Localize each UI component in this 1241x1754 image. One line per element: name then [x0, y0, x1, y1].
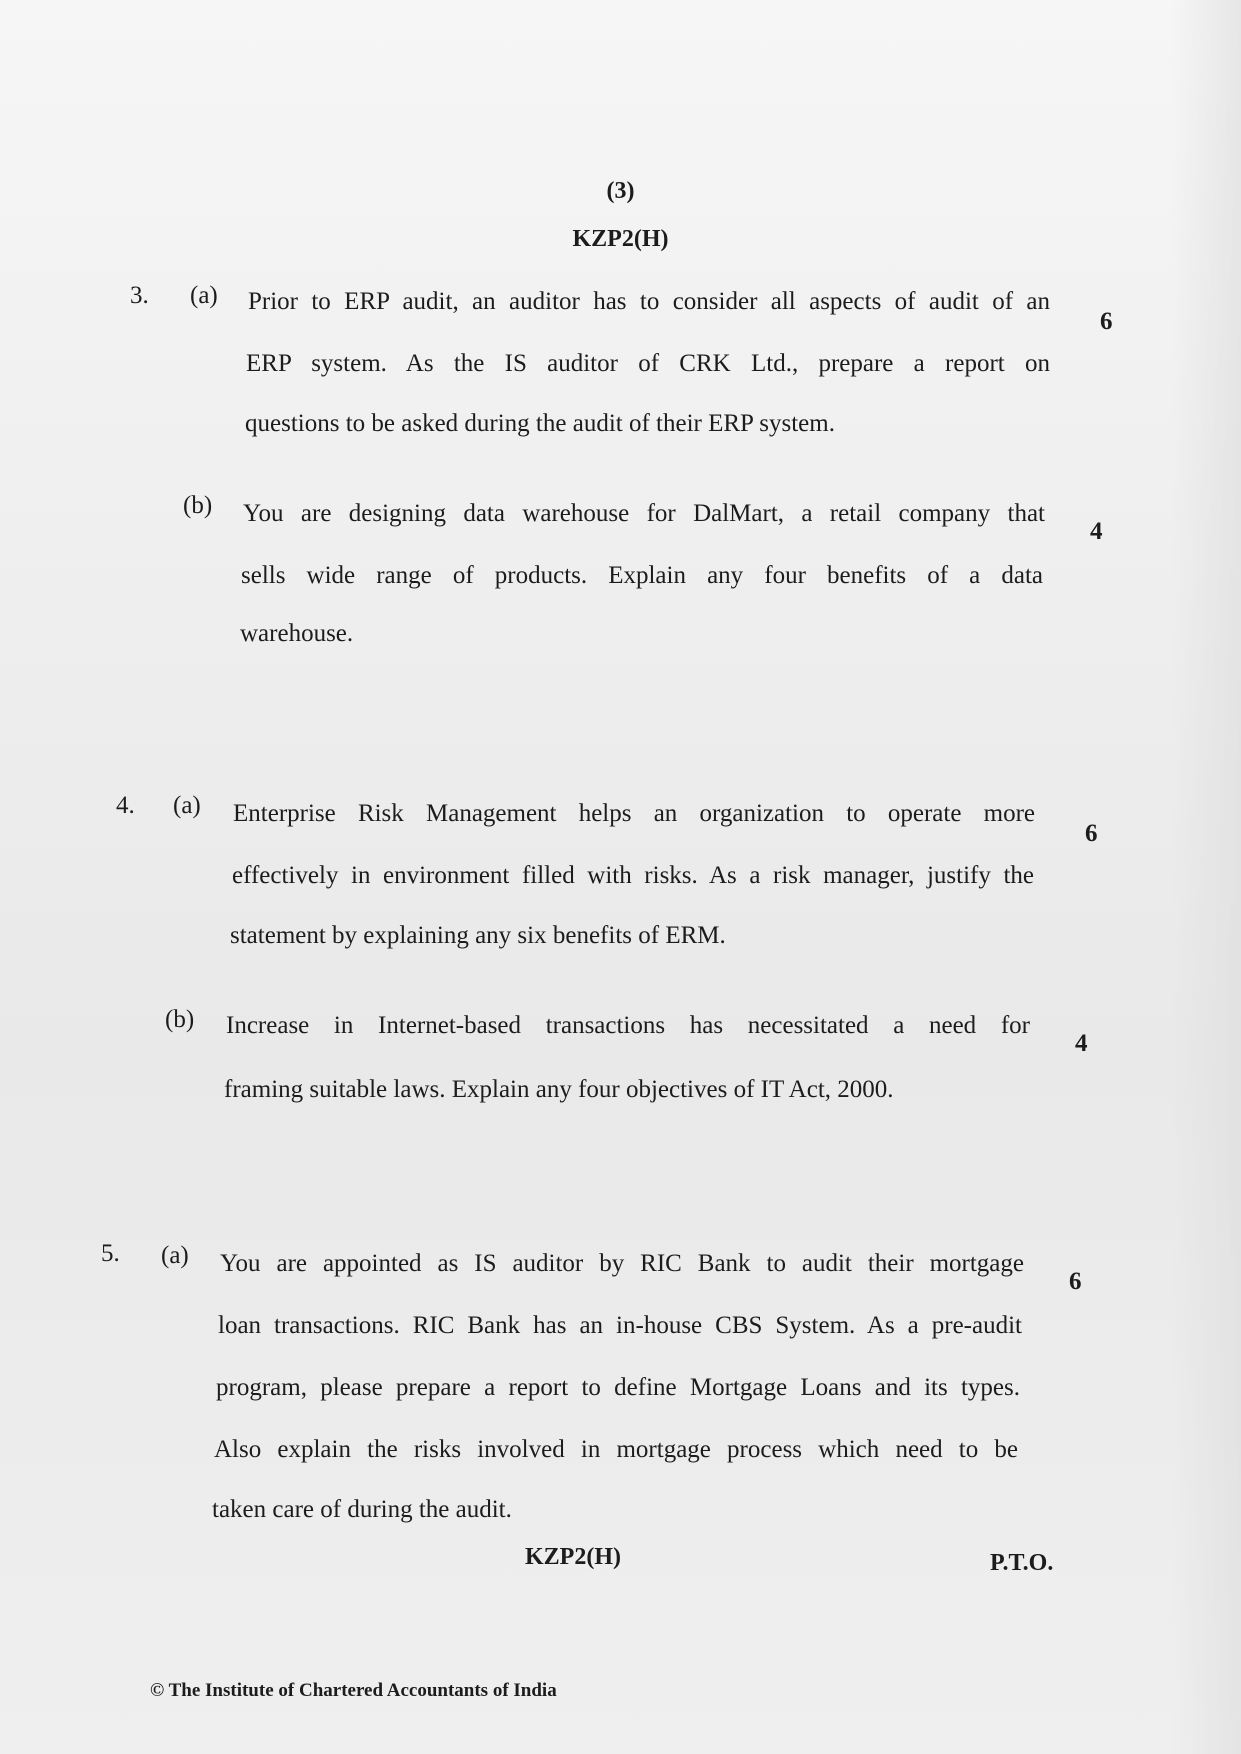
- paper-code-footer: KZP2(H): [525, 1544, 621, 1570]
- question-text-line: framing suitable laws. Explain any four objectives of IT Act, 2000.: [224, 1076, 894, 1103]
- question-number: 5.: [101, 1240, 120, 1267]
- part-label: (b): [165, 1006, 195, 1033]
- question-text-line: Enterprise Risk Management helps an organization to operate more: [233, 800, 1035, 827]
- copyright-notice: © The Institute of Chartered Accountants of India: [150, 1680, 557, 1701]
- marks: 6: [1100, 308, 1113, 335]
- question-text-line: taken care of during the audit.: [212, 1496, 512, 1523]
- part-label: (a): [173, 792, 201, 819]
- marks: 4: [1075, 1030, 1088, 1057]
- part-label: (a): [161, 1242, 189, 1269]
- question-text-line: sells wide range of products. Explain any four benefits of a data: [241, 562, 1043, 589]
- question-text-line: Also explain the risks involved in mortgage process which need to be: [214, 1436, 1018, 1463]
- marks: 6: [1069, 1268, 1082, 1295]
- question-text-line: warehouse.: [240, 620, 354, 647]
- question-number: 4.: [116, 792, 135, 819]
- marks: 4: [1090, 518, 1103, 545]
- question-text-line: ERP system. As the IS auditor of CRK Ltd., prepare a report on: [246, 350, 1050, 377]
- part-label: (a): [190, 282, 218, 309]
- page-number: (3): [606, 178, 635, 204]
- part-label: (b): [183, 492, 213, 519]
- question-text-line: loan transactions. RIC Bank has an in-house CBS System. As a pre-audit: [218, 1312, 1022, 1339]
- question-number: 3.: [130, 282, 149, 309]
- question-text-line: Increase in Internet-based transactions has necessitated a need for: [226, 1012, 1030, 1039]
- question-text-line: You are designing data warehouse for DalMart, a retail company that: [243, 500, 1045, 527]
- paper-code-header: KZP2(H): [572, 226, 669, 252]
- question-text-line: Prior to ERP audit, an auditor has to consider all aspects of audit of an: [248, 288, 1050, 315]
- question-text-line: program, please prepare a report to define Mortgage Loans and its types.: [216, 1374, 1020, 1401]
- question-text-line: questions to be asked during the audit of their ERP system.: [245, 410, 835, 437]
- pto-label: P.T.O.: [990, 1550, 1054, 1576]
- question-text-line: You are appointed as IS auditor by RIC Bank to audit their mortgage: [220, 1250, 1024, 1277]
- question-text-line: statement by explaining any six benefits of ERM.: [230, 922, 726, 949]
- marks: 6: [1085, 820, 1098, 847]
- question-text-line: effectively in environment filled with risks. As a risk manager, justify the: [232, 862, 1034, 889]
